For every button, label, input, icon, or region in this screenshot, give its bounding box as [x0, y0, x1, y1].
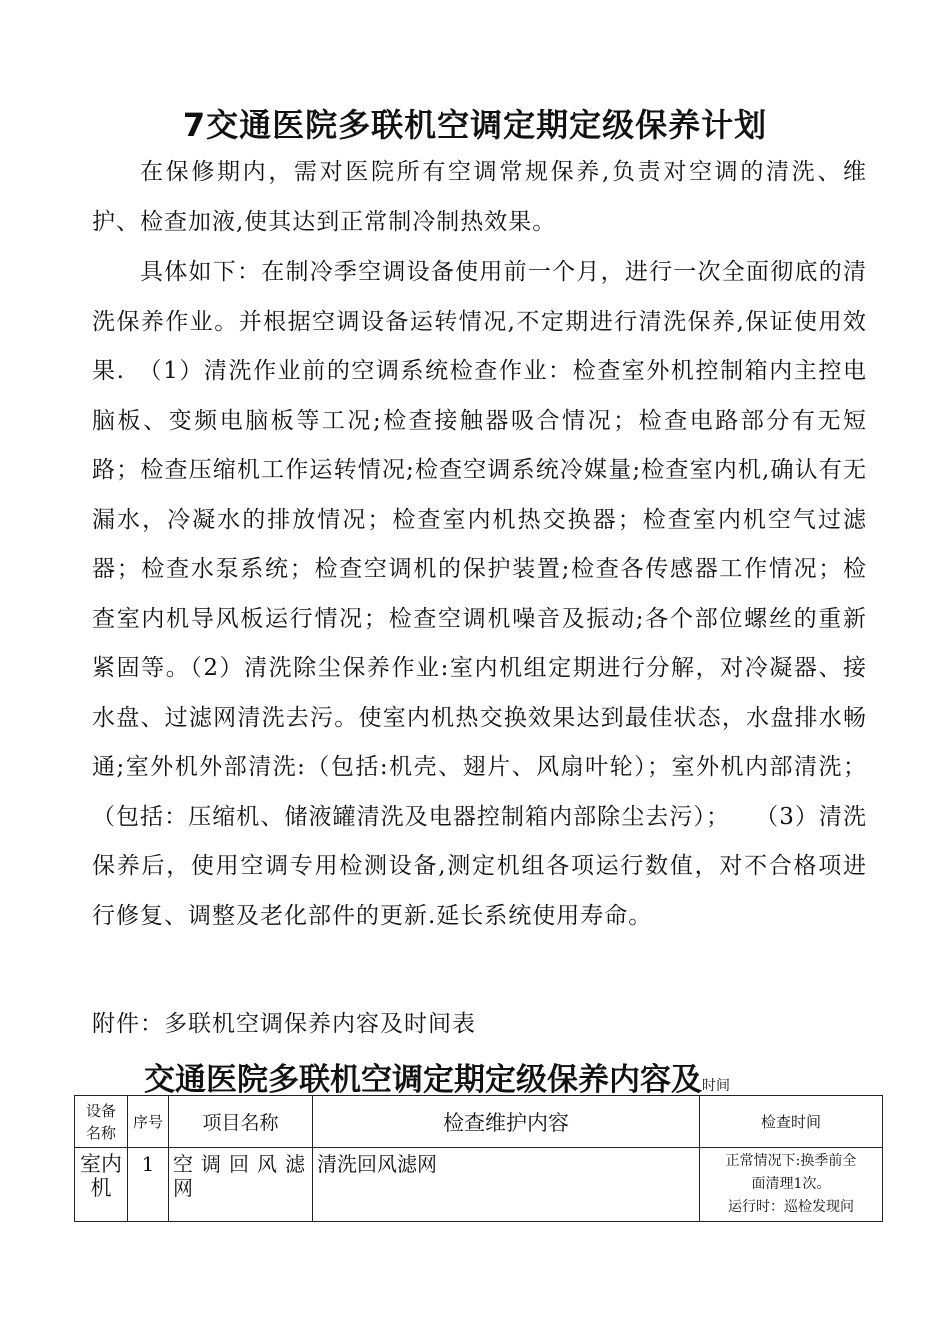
- header-device: 设备名称: [75, 1096, 128, 1148]
- cell-time-line: 运行时：巡检发现问: [728, 1199, 854, 1215]
- header-seq: 序号: [128, 1096, 169, 1148]
- cell-content: 清洗回风滤网: [313, 1148, 700, 1222]
- cell-time-line: 面清理1次。: [751, 1176, 831, 1192]
- intro-paragraph: 在保修期内，需对医院所有空调常规保养,负责对空调的清洗、维护、检查加液,使其达到正常制冷制热效果。: [92, 159, 867, 235]
- cell-time-line: 正常情况下:换季前全: [725, 1153, 857, 1169]
- header-item: 项目名称: [169, 1096, 313, 1148]
- header-time: 检查时间: [700, 1096, 883, 1148]
- header-content: 检查维护内容: [313, 1096, 700, 1148]
- table-header-row: [75, 1096, 883, 1148]
- detail-paragraph: 具体如下：在制冷季空调设备使用前一个月，进行一次全面彻底的清洗保养作业。并根据空调设备运转情况,不定期进行清洗保养,保证使用效果. （1）清洗作业前的空调系统检查作业：检查室外机控制箱内主控电脑板、变频电脑板等工况;检查接触器吸合情况；检查电路部分有无短路；检查压缩机工作运转情况;检查空调系统冷媒量;检查室内机,确认有无漏水，冷凝水的排放情况；检查室内机热交换器；检查室内机空气过滤器；检查水泵系统；检查空调机的保护装置;检查各传感器工作情况；检查室内机导风板运行情况；检查空调机噪音及振动;各个部位螺丝的重新紧固等。（2）清洗除尘保养作业:室内机组定期进行分解，对冷凝器、接水盘、过滤网清洗去污。使室内机热交换效果达到最佳状态，水盘排水畅通;室外机外部清洗:（包括:机壳、翅片、风扇叶轮）；室外机内部清洗；（包括：压缩机、储液罐清洗及电器控制箱内部除尘去污）； （3）清洗保养后，使用空调专用检测设备,测定机组各项运行数值，对不合格项进行修复、调整及老化部件的更新.延长系统使用寿命。: [92, 259, 867, 929]
- cell-seq: 1: [128, 1148, 169, 1222]
- attachment-note: 附件：多联机空调保养内容及时间表: [92, 1011, 476, 1037]
- table-row: [75, 1148, 883, 1222]
- maintenance-table: [74, 1095, 883, 1222]
- page-title: 7交通医院多联机空调定期定级保养计划: [182, 106, 768, 144]
- table-title-main: 交通医院多联机空调定期定级保养内容及: [144, 1062, 702, 1098]
- cell-device: 室内机: [75, 1148, 128, 1222]
- cell-time: [700, 1148, 883, 1222]
- table-title-tail: 时间: [702, 1078, 730, 1094]
- table-title: [144, 1054, 730, 1099]
- cell-item: 空调回风滤网: [169, 1148, 313, 1222]
